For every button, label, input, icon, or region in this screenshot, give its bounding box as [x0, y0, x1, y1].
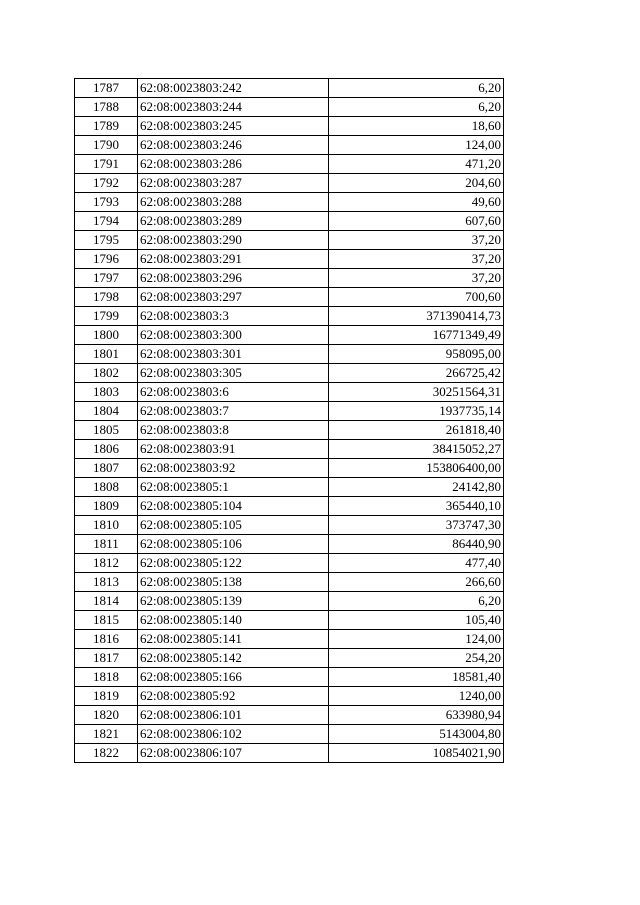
row-number-cell: 1808 [75, 478, 138, 497]
cadastral-number-cell: 62:08:0023803:242 [138, 79, 329, 98]
value-cell: 700,60 [329, 288, 504, 307]
table-body [75, 79, 504, 763]
value-cell: 16771349,49 [329, 326, 504, 345]
cadastral-number-cell: 62:08:0023806:101 [138, 706, 329, 725]
row-number-cell: 1793 [75, 193, 138, 212]
table-row [75, 497, 504, 516]
row-number-cell: 1820 [75, 706, 138, 725]
cadastral-number-cell: 62:08:0023803:92 [138, 459, 329, 478]
cadastral-number-cell: 62:08:0023805:1 [138, 478, 329, 497]
row-number-cell: 1809 [75, 497, 138, 516]
cadastral-number-cell: 62:08:0023803:3 [138, 307, 329, 326]
cadastral-number-cell: 62:08:0023803:287 [138, 174, 329, 193]
value-cell: 30251564,31 [329, 383, 504, 402]
value-cell: 477,40 [329, 554, 504, 573]
table-row [75, 250, 504, 269]
table-row [75, 98, 504, 117]
row-number-cell: 1804 [75, 402, 138, 421]
cadastral-number-cell: 62:08:0023803:305 [138, 364, 329, 383]
cadastral-number-cell: 62:08:0023803:290 [138, 231, 329, 250]
row-number-cell: 1800 [75, 326, 138, 345]
row-number-cell: 1795 [75, 231, 138, 250]
row-number-cell: 1790 [75, 136, 138, 155]
cadastral-number-cell: 62:08:0023805:141 [138, 630, 329, 649]
cadastral-number-cell: 62:08:0023806:102 [138, 725, 329, 744]
table-row [75, 744, 504, 763]
cadastral-number-cell: 62:08:0023805:104 [138, 497, 329, 516]
cadastral-number-cell: 62:08:0023806:107 [138, 744, 329, 763]
row-number-cell: 1814 [75, 592, 138, 611]
value-cell: 6,20 [329, 98, 504, 117]
row-number-cell: 1802 [75, 364, 138, 383]
value-cell: 153806400,00 [329, 459, 504, 478]
table-row [75, 649, 504, 668]
row-number-cell: 1797 [75, 269, 138, 288]
value-cell: 254,20 [329, 649, 504, 668]
value-cell: 266,60 [329, 573, 504, 592]
cadastral-number-cell: 62:08:0023803:245 [138, 117, 329, 136]
cadastral-number-cell: 62:08:0023803:286 [138, 155, 329, 174]
row-number-cell: 1818 [75, 668, 138, 687]
cadastral-number-cell: 62:08:0023803:246 [138, 136, 329, 155]
table-row [75, 516, 504, 535]
row-number-cell: 1821 [75, 725, 138, 744]
table-row [75, 440, 504, 459]
row-number-cell: 1815 [75, 611, 138, 630]
row-number-cell: 1812 [75, 554, 138, 573]
cadastral-number-cell: 62:08:0023803:288 [138, 193, 329, 212]
table-row [75, 193, 504, 212]
cadastral-number-cell: 62:08:0023805:122 [138, 554, 329, 573]
value-cell: 371390414,73 [329, 307, 504, 326]
table-row [75, 402, 504, 421]
value-cell: 5143004,80 [329, 725, 504, 744]
row-number-cell: 1787 [75, 79, 138, 98]
value-cell: 18581,40 [329, 668, 504, 687]
row-number-cell: 1805 [75, 421, 138, 440]
table-row [75, 535, 504, 554]
row-number-cell: 1792 [75, 174, 138, 193]
table-row [75, 364, 504, 383]
row-number-cell: 1817 [75, 649, 138, 668]
value-cell: 10854021,90 [329, 744, 504, 763]
row-number-cell: 1806 [75, 440, 138, 459]
cadastral-number-cell: 62:08:0023803:297 [138, 288, 329, 307]
value-cell: 633980,94 [329, 706, 504, 725]
table-row [75, 79, 504, 98]
value-cell: 37,20 [329, 250, 504, 269]
table-row [75, 687, 504, 706]
cadastral-number-cell: 62:08:0023803:289 [138, 212, 329, 231]
row-number-cell: 1796 [75, 250, 138, 269]
cadastral-number-cell: 62:08:0023805:92 [138, 687, 329, 706]
table-row [75, 706, 504, 725]
cadastral-number-cell: 62:08:0023805:142 [138, 649, 329, 668]
cadastral-number-cell: 62:08:0023803:6 [138, 383, 329, 402]
value-cell: 86440,90 [329, 535, 504, 554]
cadastral-value-table [74, 78, 504, 763]
table-row [75, 212, 504, 231]
table-row [75, 725, 504, 744]
value-cell: 373747,30 [329, 516, 504, 535]
value-cell: 261818,40 [329, 421, 504, 440]
table-row [75, 630, 504, 649]
row-number-cell: 1819 [75, 687, 138, 706]
table-row [75, 421, 504, 440]
value-cell: 471,20 [329, 155, 504, 174]
table-row [75, 592, 504, 611]
row-number-cell: 1811 [75, 535, 138, 554]
table-row [75, 288, 504, 307]
row-number-cell: 1822 [75, 744, 138, 763]
value-cell: 607,60 [329, 212, 504, 231]
table-row [75, 554, 504, 573]
cadastral-number-cell: 62:08:0023803:301 [138, 345, 329, 364]
value-cell: 1240,00 [329, 687, 504, 706]
cadastral-number-cell: 62:08:0023803:291 [138, 250, 329, 269]
cadastral-number-cell: 62:08:0023805:166 [138, 668, 329, 687]
value-cell: 18,60 [329, 117, 504, 136]
value-cell: 365440,10 [329, 497, 504, 516]
cadastral-number-cell: 62:08:0023805:138 [138, 573, 329, 592]
table-row [75, 174, 504, 193]
table-row [75, 573, 504, 592]
value-cell: 958095,00 [329, 345, 504, 364]
value-cell: 6,20 [329, 592, 504, 611]
table-row [75, 136, 504, 155]
table-row [75, 307, 504, 326]
cadastral-number-cell: 62:08:0023805:106 [138, 535, 329, 554]
row-number-cell: 1810 [75, 516, 138, 535]
cadastral-number-cell: 62:08:0023805:105 [138, 516, 329, 535]
row-number-cell: 1799 [75, 307, 138, 326]
value-cell: 124,00 [329, 630, 504, 649]
value-cell: 6,20 [329, 79, 504, 98]
row-number-cell: 1807 [75, 459, 138, 478]
value-cell: 204,60 [329, 174, 504, 193]
value-cell: 37,20 [329, 231, 504, 250]
value-cell: 1937735,14 [329, 402, 504, 421]
table-row [75, 155, 504, 174]
table-row [75, 478, 504, 497]
row-number-cell: 1788 [75, 98, 138, 117]
table-row [75, 345, 504, 364]
row-number-cell: 1801 [75, 345, 138, 364]
table-row [75, 117, 504, 136]
row-number-cell: 1791 [75, 155, 138, 174]
table-row [75, 269, 504, 288]
value-cell: 37,20 [329, 269, 504, 288]
table-row [75, 231, 504, 250]
table-row [75, 668, 504, 687]
cadastral-number-cell: 62:08:0023803:8 [138, 421, 329, 440]
table-row [75, 383, 504, 402]
row-number-cell: 1816 [75, 630, 138, 649]
value-cell: 266725,42 [329, 364, 504, 383]
row-number-cell: 1798 [75, 288, 138, 307]
cadastral-number-cell: 62:08:0023803:7 [138, 402, 329, 421]
cadastral-number-cell: 62:08:0023805:140 [138, 611, 329, 630]
cadastral-number-cell: 62:08:0023803:296 [138, 269, 329, 288]
cadastral-number-cell: 62:08:0023803:300 [138, 326, 329, 345]
value-cell: 38415052,27 [329, 440, 504, 459]
value-cell: 124,00 [329, 136, 504, 155]
row-number-cell: 1813 [75, 573, 138, 592]
row-number-cell: 1803 [75, 383, 138, 402]
table-row [75, 326, 504, 345]
table-row [75, 459, 504, 478]
value-cell: 105,40 [329, 611, 504, 630]
cadastral-number-cell: 62:08:0023803:91 [138, 440, 329, 459]
value-cell: 49,60 [329, 193, 504, 212]
row-number-cell: 1789 [75, 117, 138, 136]
row-number-cell: 1794 [75, 212, 138, 231]
cadastral-number-cell: 62:08:0023805:139 [138, 592, 329, 611]
value-cell: 24142,80 [329, 478, 504, 497]
table-row [75, 611, 504, 630]
cadastral-number-cell: 62:08:0023803:244 [138, 98, 329, 117]
